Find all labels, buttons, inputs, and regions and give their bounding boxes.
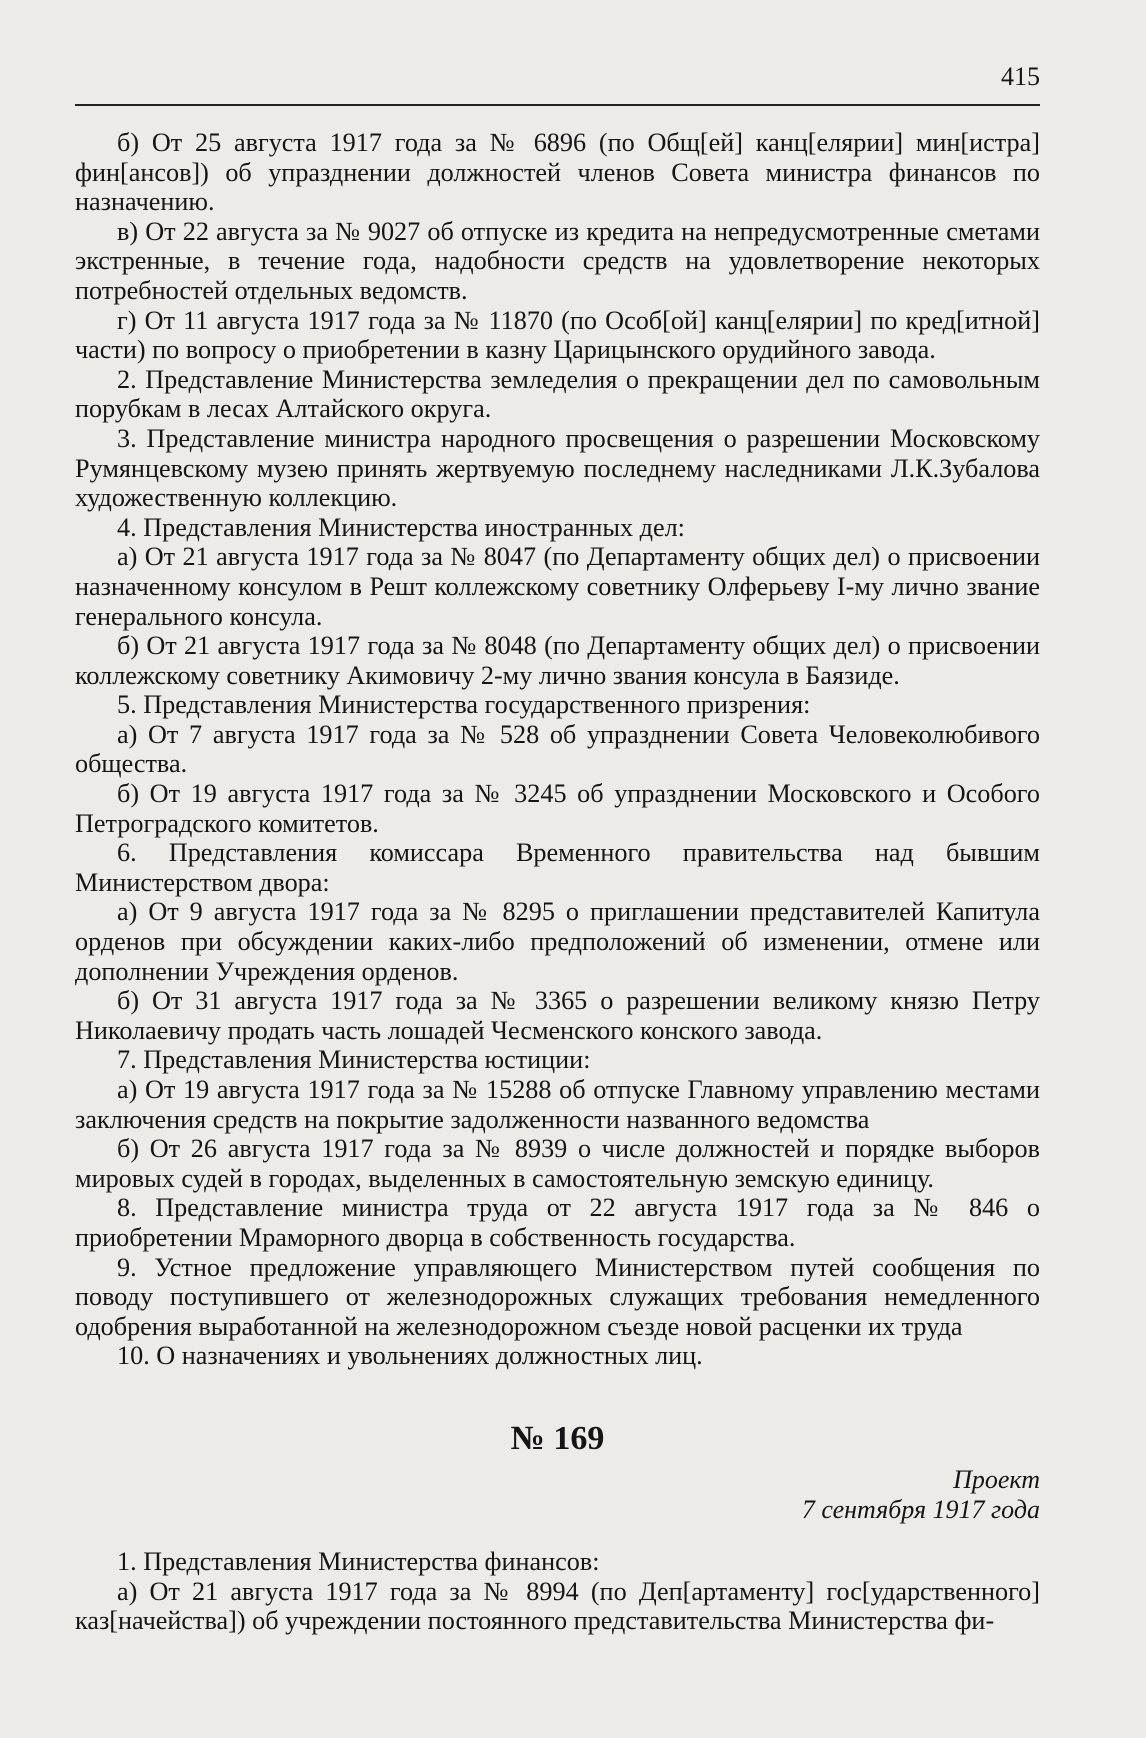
document-number-heading: № 169: [510, 1419, 605, 1457]
paragraph: в) От 22 августа за № 9027 об отпуске из кредита на непредусмотренные сметами экстренные, в течение года, надобности средств на удовлетворение некоторых потребностей отдельных ведомств.: [75, 216, 1040, 305]
paragraph: а) От 19 августа 1917 года за № 15288 об отпуске Главному управлению местами заключения средств на покрытие задолженности названного ведомства: [75, 1075, 1040, 1134]
paragraph: б) От 25 августа 1917 года за № 6896 (по Общ[ей] канц[елярии] мин[истра] фин[ансов]) об упразднении должностей членов Совета министра финансов по назначению.: [75, 128, 1040, 217]
paragraph: 6. Представления комиссара Временного правительства над бывшим Министерством двора:: [75, 838, 1040, 897]
paragraph: б) От 19 августа 1917 года за № 3245 об упразднении Московского и Особого Петроградского комитетов.: [75, 779, 1040, 838]
paragraph: б) От 21 августа 1917 года за № 8048 (по Департаменту общих дел) о присвоении коллежскому советнику Акимовичу 2-му лично звания консула в Баязиде.: [75, 631, 1040, 690]
paragraph: 9. Устное предложение управляющего Министерством путей сообщения по поводу поступившего от железнодорожных служащих требования немедленного одобрения выработанной на железнодорожном съезде новой расценки их труда: [75, 1252, 1040, 1341]
document-body: [75, 128, 1040, 1636]
paragraph: а) От 9 августа 1917 года за № 8295 о приглашении представителей Капитула орденов при обсуждении каких-либо предположений об изменении, отмене или дополнении Учреждения орденов.: [75, 897, 1040, 986]
paragraph: 10. О назначениях и увольнениях должностных лиц.: [117, 1341, 703, 1371]
paragraph: 5. Представления Министерства государственного призрения:: [117, 690, 811, 720]
paragraph: 8. Представление министра труда от 22 августа 1917 года за № 846 о приобретении Мраморного дворца в собственность государства.: [75, 1193, 1040, 1252]
page-number: 415: [1001, 62, 1040, 91]
paragraph: 2. Представление Министерства земледелия о прекращении дел по самовольным порубкам в лесах Алтайского округа.: [75, 364, 1040, 424]
paragraph: 1. Представления Министерства финансов:: [117, 1546, 600, 1576]
paragraph: 7. Представления Министерства юстиции:: [117, 1045, 591, 1075]
paragraph: г) От 11 августа 1917 года за № 11870 (по Особ[ой] канц[елярии] по кред[итной] части) по вопросу о приобретении в казну Царицынского орудийного завода.: [75, 305, 1040, 365]
paragraph: а) От 21 августа 1917 года за № 8994 (по Деп[артаменту] гос[ударственного] каз[начейства]) об учреждении постоянного представительства Министерства фи-: [75, 1576, 1040, 1636]
document-date: 7 сентября 1917 года: [801, 1494, 1040, 1524]
paragraph: а) От 7 августа 1917 года за № 528 об упразднении Совета Человеколюбивого общества.: [75, 719, 1040, 779]
paragraph: б) От 31 августа 1917 года за № 3365 о разрешении великому князю Петру Николаевичу продать часть лошадей Чесменского конского завода.: [75, 986, 1040, 1045]
draft-label: Проект: [953, 1464, 1040, 1494]
paragraph: б) От 26 августа 1917 года за № 8939 о числе должностей и порядке выборов мировых судей в городах, выделенных в самостоятельную земскую единицу.: [75, 1134, 1040, 1193]
paragraph: 4. Представления Министерства иностранных дел:: [117, 512, 685, 542]
paragraph: а) От 21 августа 1917 года за № 8047 (по Департаменту общих дел) о присвоении назначенному консулом в Решт коллежскому советнику Олферьеву I-му лично звание генерального консула.: [75, 542, 1040, 631]
paragraph: 3. Представление министра народного просвещения о разрешении Московскому Румянцевскому музею принять жертвуемую последнему наследниками Л.К.Зубалова художественную коллекцию.: [75, 423, 1040, 513]
header-rule: [75, 104, 1040, 106]
